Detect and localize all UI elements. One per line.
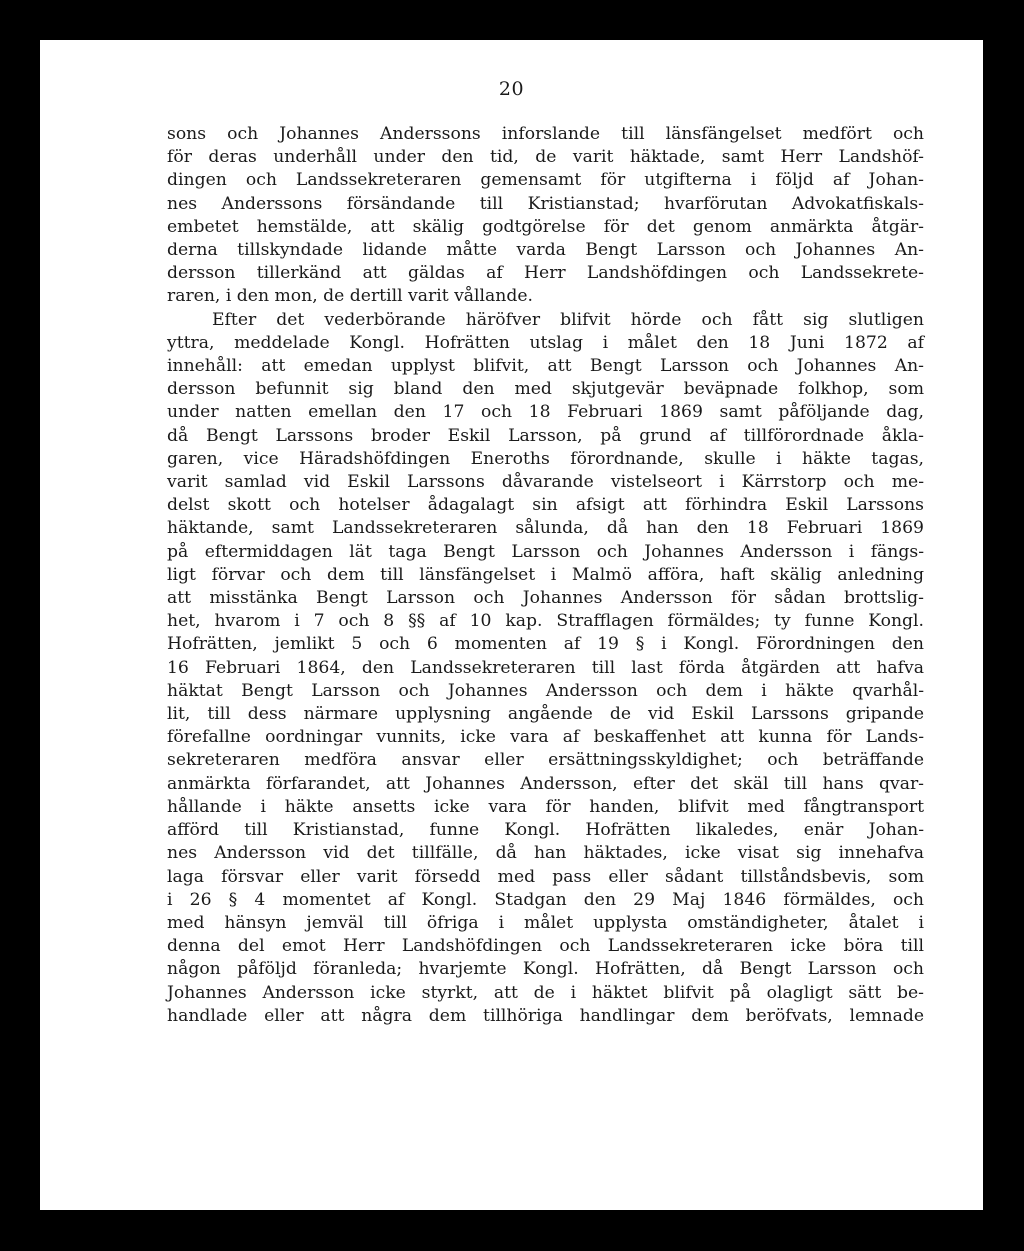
text-line: nes Andersson vid det tillfälle, då han häktades, icke visat sig innehafva	[167, 843, 924, 864]
text-line: någon påföljd föranleda; hvarjemte Kongl. Hofrätten, då Bengt Larsson och	[167, 959, 924, 980]
text-line: då Bengt Larssons broder Eskil Larsson, på grund af tillförordnade åkla-	[167, 425, 924, 446]
document-page	[40, 40, 983, 1210]
text-line: nes Anderssons försändande till Kristianstad; hvarförutan Advokatfiskals-	[167, 193, 924, 214]
text-line: raren, i den mon, de dertill varit vållande.	[167, 286, 533, 307]
text-line: dingen och Landssekreteraren gemensamt för utgifterna i följd af Johan-	[167, 170, 924, 191]
text-line: dersson tillerkänd att gäldas af Herr Landshöfdingen och Landssekrete-	[167, 263, 924, 284]
text-line: Johannes Andersson icke styrkt, att de i häktet blifvit på olagligt sätt be-	[167, 982, 924, 1003]
text-line: ligt förvar och dem till länsfängelset i Malmö afföra, haft skälig anledning	[167, 564, 924, 585]
text-line: häktat Bengt Larsson och Johannes Andersson och dem i häkte qvarhål-	[167, 680, 924, 701]
text-line: sons och Johannes Anderssons inforslande till länsfängelset medfört och	[167, 124, 924, 144]
text-line: förefallne oordningar vunnits, icke vara af beskaffenhet att kunna för Lands-	[167, 727, 924, 748]
text-line: innehåll: att emedan upplyst blifvit, att Bengt Larsson och Johannes An-	[167, 356, 924, 377]
text-line: afförd till Kristianstad, funne Kongl. Hofrätten likaledes, enär Johan-	[167, 820, 924, 841]
text-line: varit samlad vid Eskil Larssons dåvarande vistelseort i Kärrstorp och me-	[167, 472, 924, 493]
text-line: Efter det vederbörande häröfver blifvit hörde och fått sig slutligen	[212, 309, 924, 330]
text-line: yttra, meddelade Kongl. Hofrätten utslag i målet den 18 Juni 1872 af	[167, 332, 924, 353]
text-line: het, hvarom i 7 och 8 §§ af 10 kap. Strafflagen förmäldes; ty funne Kongl.	[167, 611, 924, 632]
text-line: garen, vice Häradshöfdingen Eneroths förordnande, skulle i häkte tagas,	[167, 448, 924, 469]
text-line: lit, till dess närmare upplysning angående de vid Eskil Larssons gripande	[167, 704, 924, 725]
text-line: anmärkta förfarandet, att Johannes Andersson, efter det skäl till hans qvar-	[167, 773, 924, 794]
text-line: Hofrätten, jemlikt 5 och 6 momenten af 19 § i Kongl. Förordningen den	[167, 634, 924, 655]
text-line: dersson befunnit sig bland den med skjutgevär beväpnade folkhop, som	[167, 379, 924, 400]
text-line: handlade eller att några dem tillhöriga handlingar dem beröfvats, lemnade	[167, 1005, 924, 1026]
text-line: embetet hemstälde, att skälig godtgörelse för det genom anmärkta åtgär-	[167, 216, 924, 237]
text-line: häktande, samt Landssekreteraren sålunda, då han den 18 Februari 1869	[167, 518, 924, 539]
text-line: i 26 § 4 momentet af Kongl. Stadgan den 29 Maj 1846 förmäldes, och	[167, 889, 924, 910]
text-line: denna del emot Herr Landshöfdingen och Landssekreteraren icke böra till	[167, 936, 924, 957]
page-number: 20	[498, 78, 525, 100]
text-line: under natten emellan den 17 och 18 Februari 1869 samt påföljande dag,	[167, 402, 924, 423]
text-line: med hänsyn jemväl till öfriga i målet upplysta omständigheter, åtalet i	[167, 912, 924, 933]
text-line: sekreteraren medföra ansvar eller ersättningsskyldighet; och beträffande	[167, 750, 924, 771]
text-line: 16 Februari 1864, den Landssekreteraren till last förda åtgärden att hafva	[167, 657, 924, 678]
text-line: att misstänka Bengt Larsson och Johannes Andersson för sådan brottslig-	[167, 588, 924, 609]
text-line: derna tillskyndade lidande måtte varda Bengt Larsson och Johannes An-	[167, 240, 924, 261]
text-line: på eftermiddagen lät taga Bengt Larsson och Johannes Andersson i fängs-	[167, 541, 924, 562]
text-line: laga försvar eller varit försedd med pass eller sådant tillståndsbevis, som	[167, 866, 924, 887]
text-line: för deras underhåll under den tid, de varit häktade, samt Herr Landshöf-	[167, 147, 924, 168]
text-line: delst skott och hotelser ådagalagt sin afsigt att förhindra Eskil Larssons	[167, 495, 924, 516]
text-line: hållande i häkte ansetts icke vara för handen, blifvit med fångtransport	[167, 796, 924, 817]
body-text	[167, 123, 924, 1028]
